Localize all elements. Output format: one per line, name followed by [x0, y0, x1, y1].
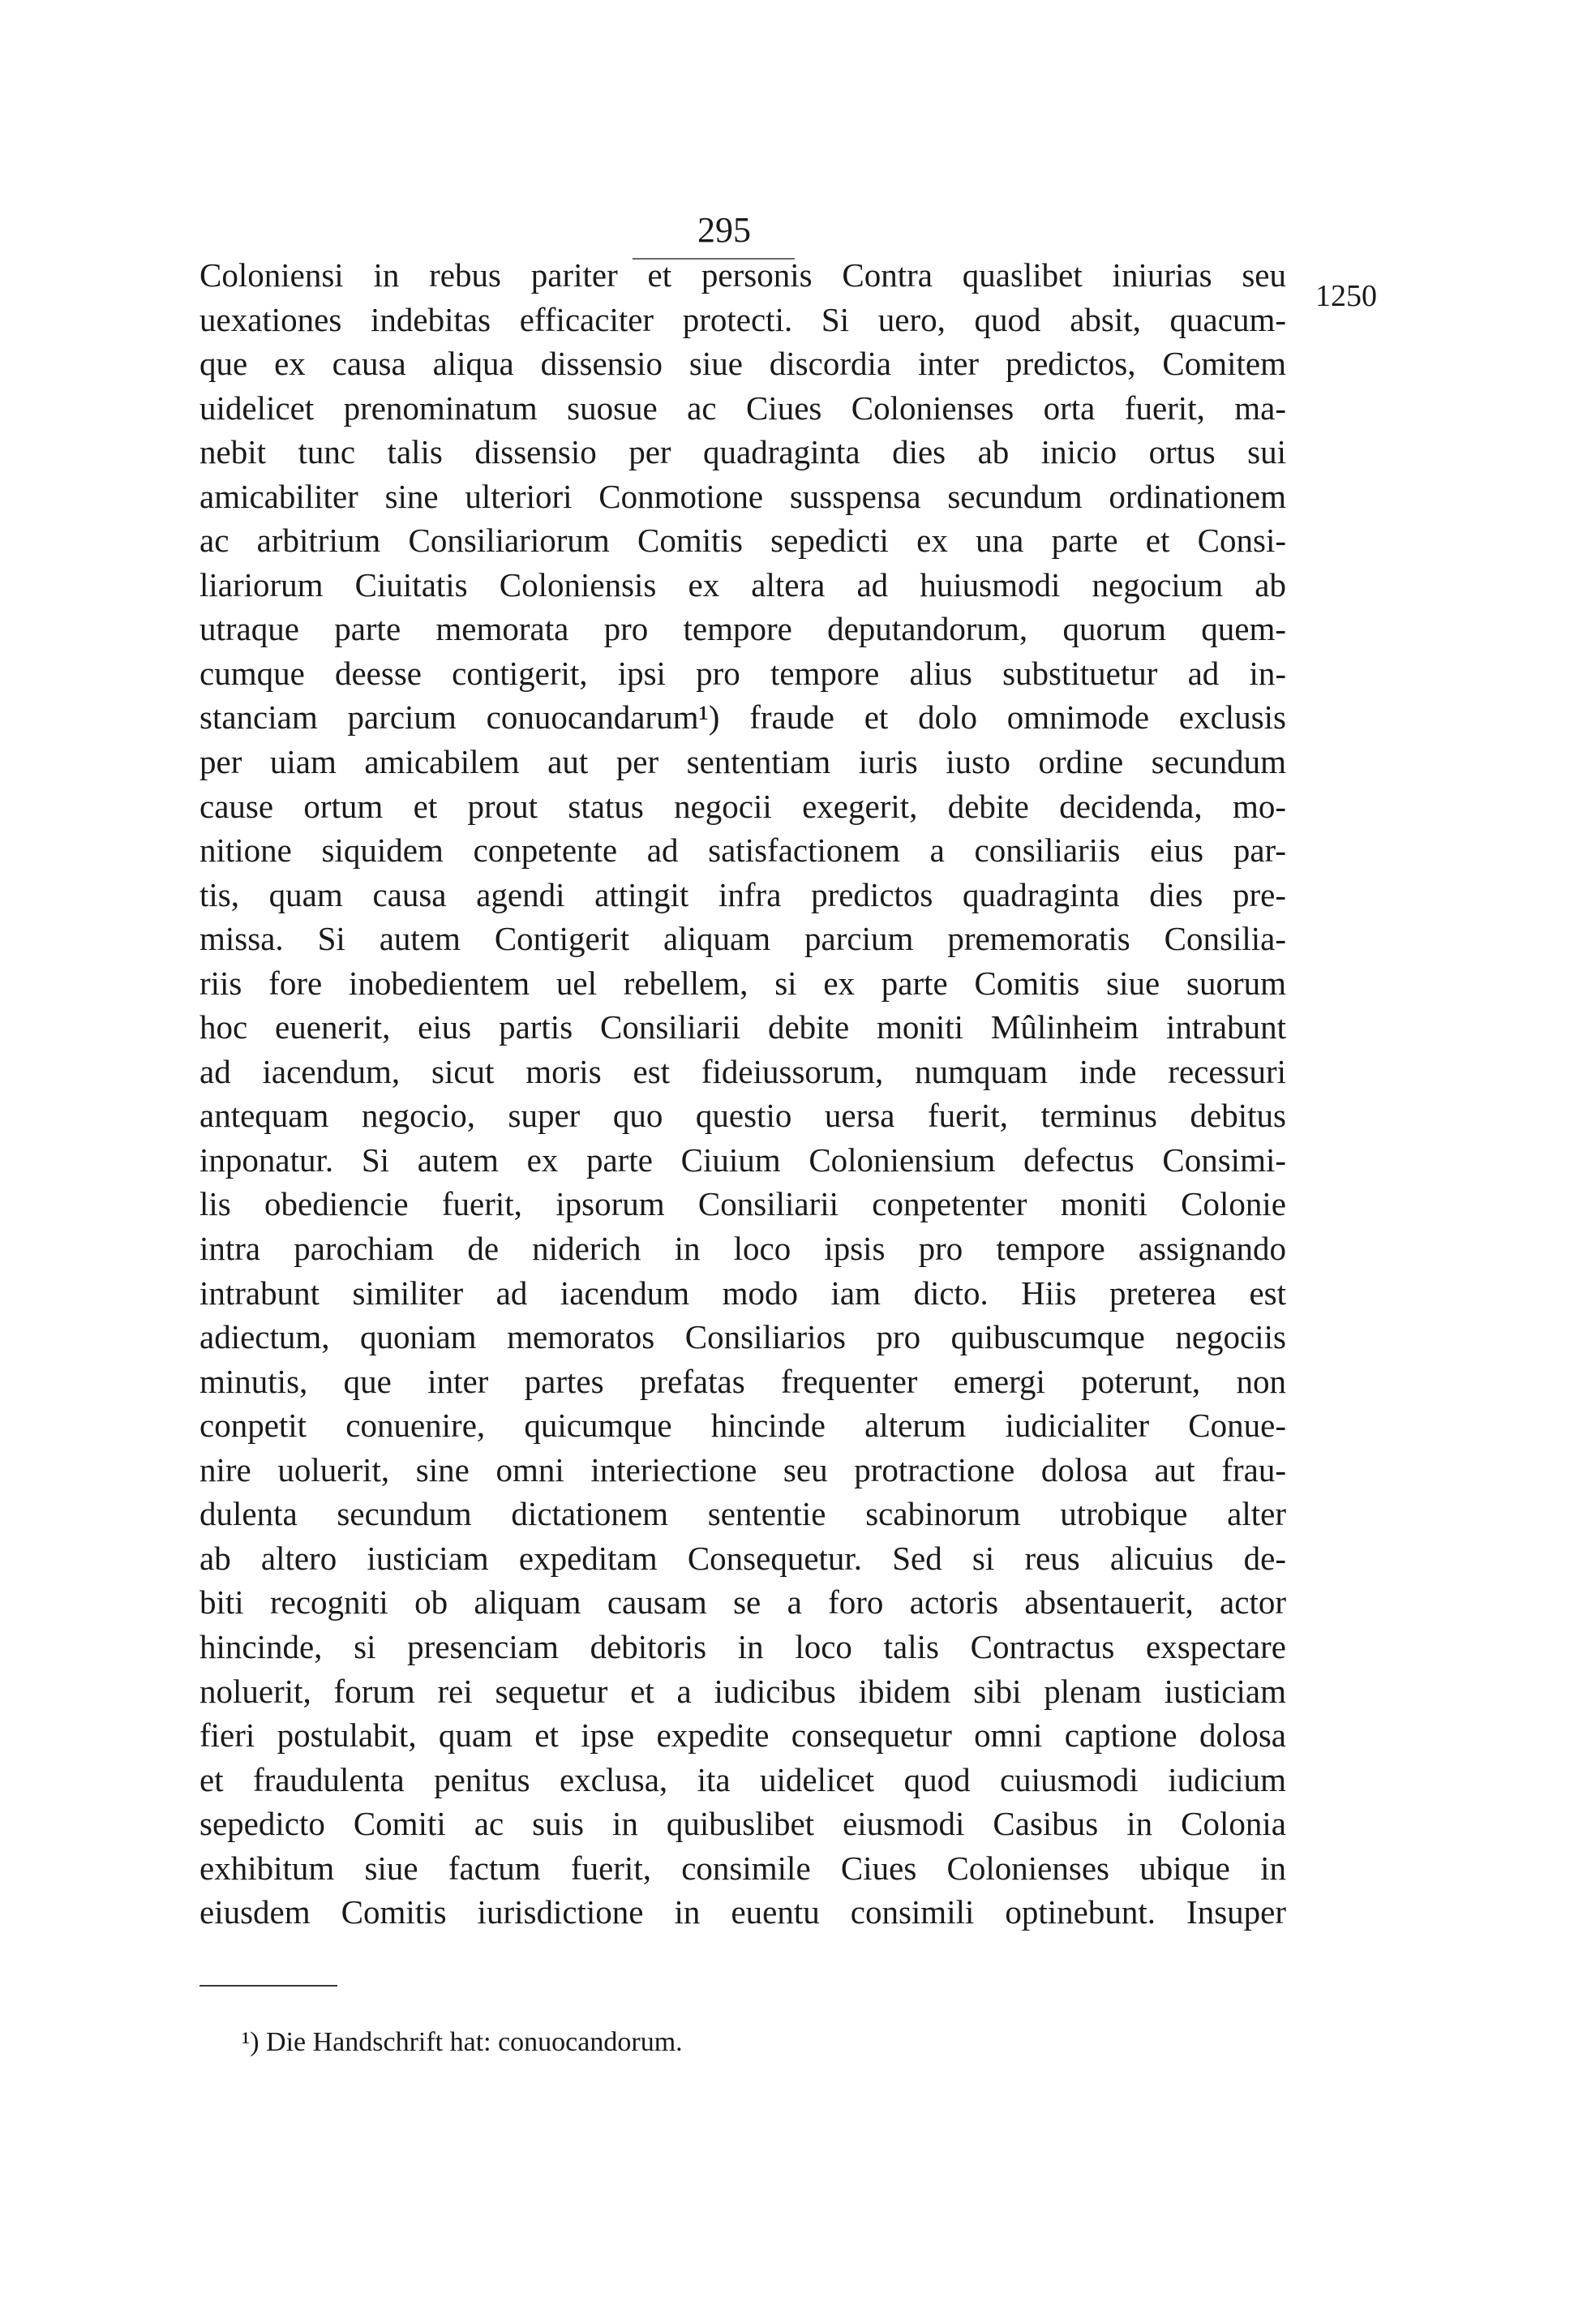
text-line: uexationes indebitas efficaciter protecti. Si uero, quod absit, quacum- — [199, 300, 1286, 338]
body-text — [199, 253, 1286, 1935]
page-number: 295 — [697, 210, 751, 250]
footnote-rule — [199, 1985, 337, 1987]
text-line: hincinde, si presenciam debitoris in loco talis Contractus exspectare — [199, 1627, 1286, 1665]
text-line: que ex causa aliqua dissensio siue discordia inter predictos, Comitem — [199, 345, 1286, 383]
text-line: cumque deesse contigerit, ipsi pro tempore alius substituetur ad in- — [199, 654, 1286, 692]
text-line: et fraudulenta penitus exclusa, ita uidelicet quod cuiusmodi iudicium — [199, 1760, 1286, 1798]
text-line: riis fore inobedientem uel rebellem, si ex parte Comitis siue suorum — [199, 964, 1286, 1002]
footnote — [242, 2028, 683, 2057]
text-line: lis obediencie fuerit, ipsorum Consiliarii conpetenter moniti Colonie — [199, 1185, 1286, 1223]
text-line: adiectum, quoniam memoratos Consiliarios pro quibuscumque negociis — [199, 1318, 1286, 1356]
text-line: nire uoluerit, sine omni interiectione seu protractione dolosa aut frau- — [199, 1450, 1286, 1488]
text-line: sepedicto Comiti ac suis in quibuslibet eiusmodi Casibus in Colonia — [199, 1805, 1286, 1843]
text-line: intrabunt similiter ad iacendum modo iam dicto. Hiis preterea est — [199, 1274, 1286, 1312]
text-line: fieri postulabit, quam et ipse expedite consequetur omni captione dolosa — [199, 1716, 1286, 1755]
footnote-text: Die Handschrift hat: conuocandorum. — [266, 2027, 683, 2057]
text-line: intra parochiam de niderich in loco ipsis pro tempore assignando — [199, 1230, 1286, 1268]
text-line: stanciam parcium conuocandarum¹) fraude et dolo omnimode exclusis — [199, 698, 1286, 737]
text-line: Coloniensi in rebus pariter et personis Contra quaslibet iniurias seu — [199, 256, 1286, 294]
text-line: eiusdem Comitis iurisdictione in euentu consimili optinebunt. Insuper — [199, 1893, 1286, 1931]
text-line: noluerit, forum rei sequetur et a iudicibus ibidem sibi plenam iusticiam — [199, 1672, 1286, 1710]
text-line: inponatur. Si autem ex parte Ciuium Coloniensium defectus Consimi- — [199, 1141, 1286, 1179]
text-line: nebit tunc talis dissensio per quadraginta dies ab inicio ortus sui — [199, 433, 1286, 471]
text-line: dulenta secundum dictationem sententie scabinorum utrobique alter — [199, 1495, 1286, 1533]
text-line: amicabiliter sine ulteriori Conmotione susspensa secundum ordinationem — [199, 477, 1286, 515]
text-line: per uiam amicabilem aut per sententiam iuris iusto ordine secundum — [199, 743, 1286, 781]
margin-year: 1250 — [1315, 279, 1377, 313]
text-line: minutis, que inter partes prefatas frequenter emergi poterunt, non — [199, 1362, 1286, 1400]
text-line: conpetit conuenire, quicumque hincinde alterum iudicialiter Conue- — [199, 1407, 1286, 1445]
text-line: utraque parte memorata pro tempore deputandorum, quorum quem- — [199, 610, 1286, 648]
text-line: liariorum Ciuitatis Coloniensis ex altera ad huiusmodi negocium ab — [199, 565, 1286, 604]
text-line: biti recogniti ob aliquam causam se a foro actoris absentauerit, actor — [199, 1583, 1286, 1622]
footnote-marker: ¹) — [242, 2027, 259, 2057]
text-line: exhibitum siue factum fuerit, consimile Ciues Colonienses ubique in — [199, 1849, 1286, 1887]
text-line: uidelicet prenominatum suosue ac Ciues Colonienses orta fuerit, ma- — [199, 389, 1286, 427]
text-line: ac arbitrium Consiliariorum Comitis sepedicti ex una parte et Consi- — [199, 522, 1286, 560]
text-line: hoc euenerit, eius partis Consiliarii debite moniti Mûlinheim intrabunt — [199, 1008, 1286, 1046]
text-line: tis, quam causa agendi attingit infra predictos quadraginta dies pre- — [199, 875, 1286, 913]
text-line: antequam negocio, super quo questio uersa fuerit, terminus debitus — [199, 1097, 1286, 1135]
text-line: nitione siquidem conpetente ad satisfactionem a consiliariis eius par- — [199, 831, 1286, 870]
text-line: ab altero iusticiam expeditam Consequetur. Sed si reus alicuius de- — [199, 1539, 1286, 1577]
text-line: ad iacendum, sicut moris est fideiussorum, numquam inde recessuri — [199, 1052, 1286, 1090]
text-line: cause ortum et prout status negocii exegerit, debite decidenda, mo- — [199, 787, 1286, 825]
text-line: missa. Si autem Contigerit aliquam parcium prememoratis Consilia- — [199, 920, 1286, 958]
